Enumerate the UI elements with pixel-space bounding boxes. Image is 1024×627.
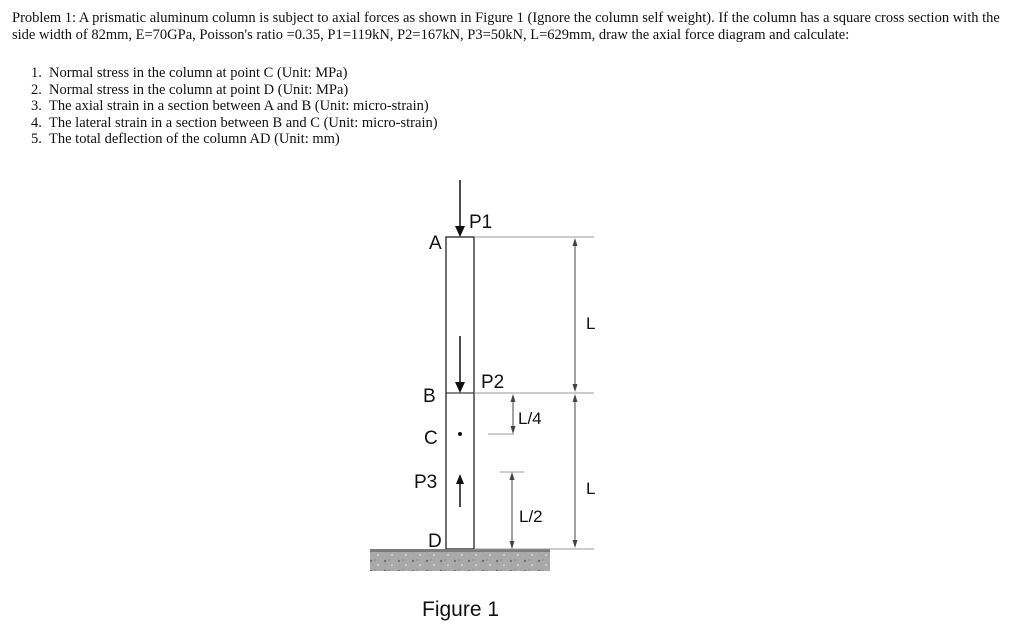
- task-item: [31, 82, 1012, 99]
- task-item: [31, 131, 1012, 148]
- task-number: 3.: [31, 98, 42, 114]
- label-l2: L/2: [519, 507, 543, 526]
- task-number: 4.: [31, 114, 42, 131]
- dimension-l-bottom: [573, 394, 578, 548]
- task-number: 2.: [31, 81, 42, 98]
- dimension-l-top: [573, 238, 578, 392]
- label-p3: P3: [414, 472, 438, 493]
- label-a: A: [429, 233, 442, 254]
- task-text: The axial strain in a section between A and B (Unit: micro-strain): [49, 98, 429, 114]
- label-c: C: [424, 428, 438, 449]
- label-b: B: [423, 386, 436, 407]
- figure-caption: Figure 1: [422, 598, 500, 621]
- task-list: [12, 65, 1012, 148]
- label-d: D: [428, 531, 442, 552]
- label-p1: P1: [469, 212, 493, 233]
- label-l-bottom: L: [586, 479, 596, 498]
- label-l-top: L: [586, 314, 596, 333]
- ground-support: [370, 549, 550, 571]
- task-text: Normal stress in the column at point D (Unit: MPa): [49, 81, 349, 98]
- problem-text: Problem 1: A prismatic aluminum column is subject to axial forces as shown in Figure 1 (Ignore the column self weight). If the column has a square cross section with the side width of 82mm, E=70GPa, Poisson's ratio =0.35, P1=119kN, P2=167kN, P3=50kN, L=629mm, draw the axial force diagram and calculate:: [12, 10, 1000, 43]
- figure-1: [368, 178, 598, 626]
- dimension-l2: [510, 472, 515, 549]
- dimension-l4: [511, 394, 516, 434]
- problem-statement: [12, 10, 1012, 148]
- label-p2: P2: [481, 372, 505, 393]
- task-text: The lateral strain in a section between B and C (Unit: micro-strain): [49, 114, 438, 131]
- point-c-marker: [458, 432, 462, 436]
- task-text: The total deflection of the column AD (Unit: mm): [49, 131, 340, 147]
- task-item: [31, 65, 1012, 82]
- task-item: [31, 115, 1012, 132]
- p1-arrow: [455, 180, 465, 237]
- task-item: [31, 98, 1012, 115]
- task-number: 5.: [31, 131, 42, 147]
- task-number: 1.: [31, 65, 42, 81]
- task-text: Normal stress in the column at point C (Unit: MPa): [49, 65, 348, 81]
- label-l4: L/4: [518, 409, 542, 428]
